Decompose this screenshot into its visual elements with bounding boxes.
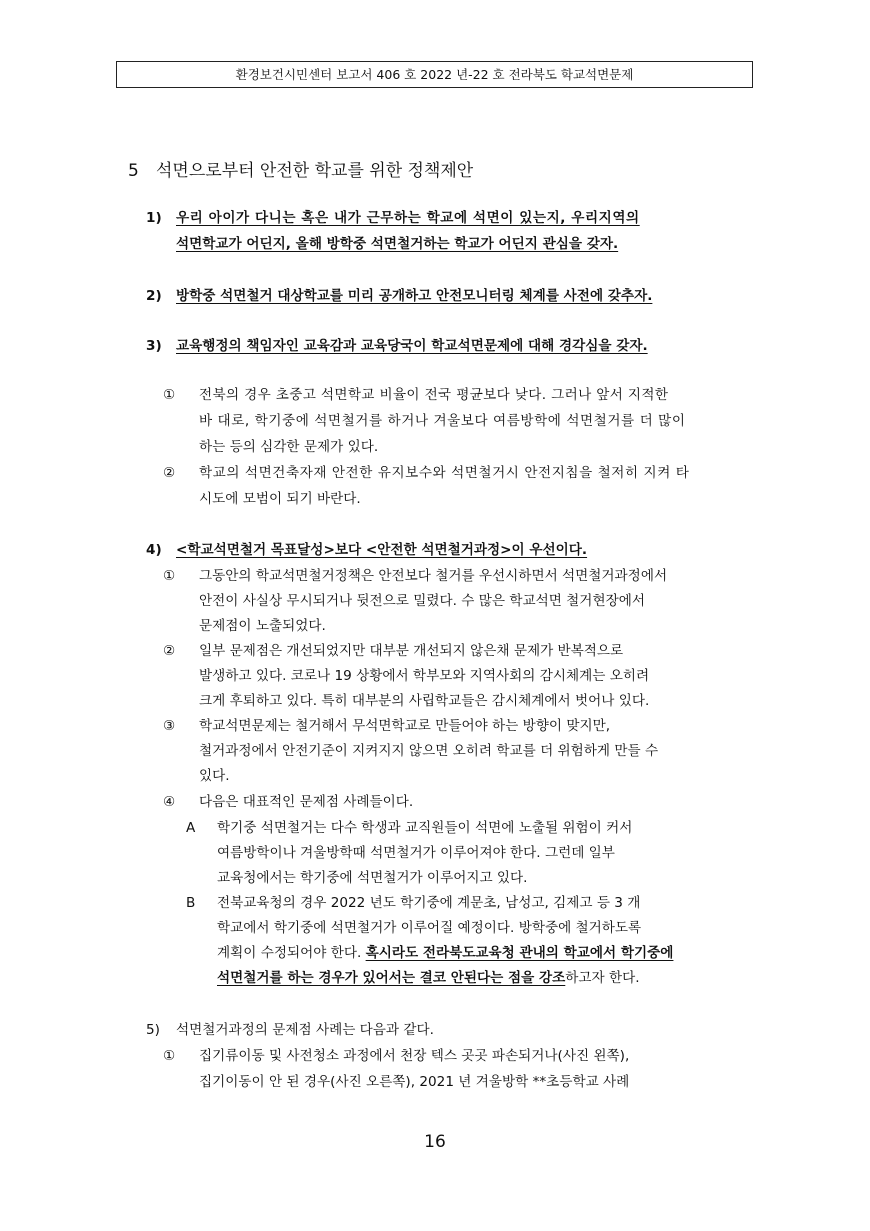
sub-marker: ④ <box>163 794 176 810</box>
section-title <box>128 156 473 181</box>
case-b-line-1: 전북교육청의 경우 2022 년도 학기중에 계문초, 남성고, 김제고 등 3 개 <box>217 895 641 911</box>
case-b-line-2: 학교에서 학기중에 석면철거가 이루어질 예정이다. 방학중에 철거하도록 <box>217 920 642 936</box>
case-marker: B <box>186 895 196 911</box>
item-3-sub-2-line-1: 학교의 석면건축자재 안전한 유지보수와 석면철거시 안전지침을 철저히 지켜 타 <box>199 465 690 481</box>
case-a-line-2: 여름방학이나 겨울방학때 석면철거가 이루어져야 한다. 그런데 일부 <box>217 845 615 861</box>
section-number: 5 <box>128 161 139 181</box>
item-number: 2) <box>146 288 162 304</box>
case-b-emphasis-2: 석면철거를 하는 경우가 있어서는 결코 안된다는 점을 강조 <box>217 970 566 986</box>
sub-marker: ③ <box>163 718 176 734</box>
section-title-text: 석면으로부터 안전한 학교를 위한 정책제안 <box>156 161 474 181</box>
item-4-sub-4-line-1: 다음은 대표적인 문제점 사례들이다. <box>199 794 414 810</box>
item-4-sub-2-line-3: 크게 후퇴하고 있다. 특히 대부분의 사립학교들은 감시체계에서 벗어나 있다. <box>199 693 650 709</box>
case-b-line-3 <box>217 944 673 962</box>
item-4-sub-1-line-2: 안전이 사실상 무시되거나 뒷전으로 밀렸다. 수 많은 학교석면 철거현장에서 <box>199 593 645 609</box>
item-3-line-1: 교육행정의 책임자인 교육감과 교육당국이 학교석면문제에 대해 경각심을 갖자. <box>176 338 648 354</box>
case-a-line-3: 교육청에서는 학기중에 석면철거가 이루어지고 있다. <box>217 870 528 886</box>
item-3-sub-1-line-1: 전북의 경우 초중고 석면학교 비율이 전국 평균보다 낮다. 그러나 앞서 지적한 <box>199 387 669 403</box>
report-header: 환경보건시민센터 보고서 406 호 2022 년-22 호 전라북도 학교석면문제 <box>116 61 753 88</box>
item-1-line-2: 석면학교가 어딘지, 올해 방학중 석면철거하는 학교가 어딘지 관심을 갖자. <box>176 236 619 252</box>
item-4-sub-2-line-2: 발생하고 있다. 코로나 19 상황에서 학부모와 지역사회의 감시체계는 오히려 <box>199 668 650 684</box>
item-3-sub-2-line-2: 시도에 모범이 되기 바란다. <box>199 491 361 507</box>
item-4-sub-3-line-3: 있다. <box>199 768 230 784</box>
item-4-sub-2-line-1: 일부 문제점은 개선되었지만 대부분 개선되지 않은채 문제가 반복적으로 <box>199 643 624 659</box>
item-3-sub-1-line-2: 바 대로, 학기중에 석면철거를 하거나 겨울보다 여름방학에 석면철거를 더 많이 <box>199 413 686 429</box>
sub-marker: ① <box>163 568 176 584</box>
item-5-title: 석면철거과정의 문제점 사례는 다음과 같다. <box>176 1022 434 1038</box>
sub-marker: ① <box>163 387 176 403</box>
item-4-sub-1-line-3: 문제점이 노출되었다. <box>199 618 326 634</box>
item-1-line-1: 우리 아이가 다니는 혹은 내가 근무하는 학교에 석면이 있는지, 우리지역의 <box>176 210 640 226</box>
case-b-emphasis-1: 혹시라도 전라북도교육청 관내의 학교에서 학기중에 <box>365 945 674 961</box>
item-5-sub-1-line-1: 집기류이동 및 사전청소 과정에서 천장 텍스 곳곳 파손되거나(사진 왼쪽), <box>199 1048 630 1064</box>
case-b-line-4-plain: 하고자 한다. <box>565 970 640 986</box>
item-5-sub-1-line-2: 집기이동이 안 된 경우(사진 오른쪽), 2021 년 겨울방학 **초등학교 사례 <box>199 1074 630 1090</box>
item-4-sub-1-line-1: 그동안의 학교석면철거정책은 안전보다 철거를 우선시하면서 석면철거과정에서 <box>199 568 668 584</box>
case-marker: A <box>186 820 196 836</box>
item-4-sub-3-line-1: 학교석면문제는 철거해서 무석면학교로 만들어야 하는 방향이 맞지만, <box>199 718 611 734</box>
case-b-line-3-plain: 계획이 수정되어야 한다. <box>217 945 366 961</box>
item-3-sub-1-line-3: 하는 등의 심각한 문제가 있다. <box>199 439 379 455</box>
case-b-line-4 <box>217 969 640 987</box>
sub-marker: ① <box>163 1048 176 1064</box>
item-number: 5) <box>146 1022 160 1038</box>
sub-marker: ② <box>163 643 176 659</box>
item-number: 1) <box>146 210 162 226</box>
case-a-line-1: 학기중 석면철거는 다수 학생과 교직원들이 석면에 노출될 위험이 커서 <box>217 820 633 836</box>
item-number: 3) <box>146 338 162 354</box>
item-4-sub-3-line-2: 철거과정에서 안전기준이 지켜지지 않으면 오히려 학교를 더 위험하게 만들 수 <box>199 743 659 759</box>
item-4-title: <학교석면철거 목표달성>보다 <안전한 석면철거과정>이 우선이다. <box>176 542 588 558</box>
item-2-line-1: 방학중 석면철거 대상학교를 미리 공개하고 안전모니터링 체계를 사전에 갖추자. <box>176 288 653 304</box>
page-number: 16 <box>424 1132 446 1152</box>
sub-marker: ② <box>163 465 176 481</box>
item-number: 4) <box>146 542 162 558</box>
